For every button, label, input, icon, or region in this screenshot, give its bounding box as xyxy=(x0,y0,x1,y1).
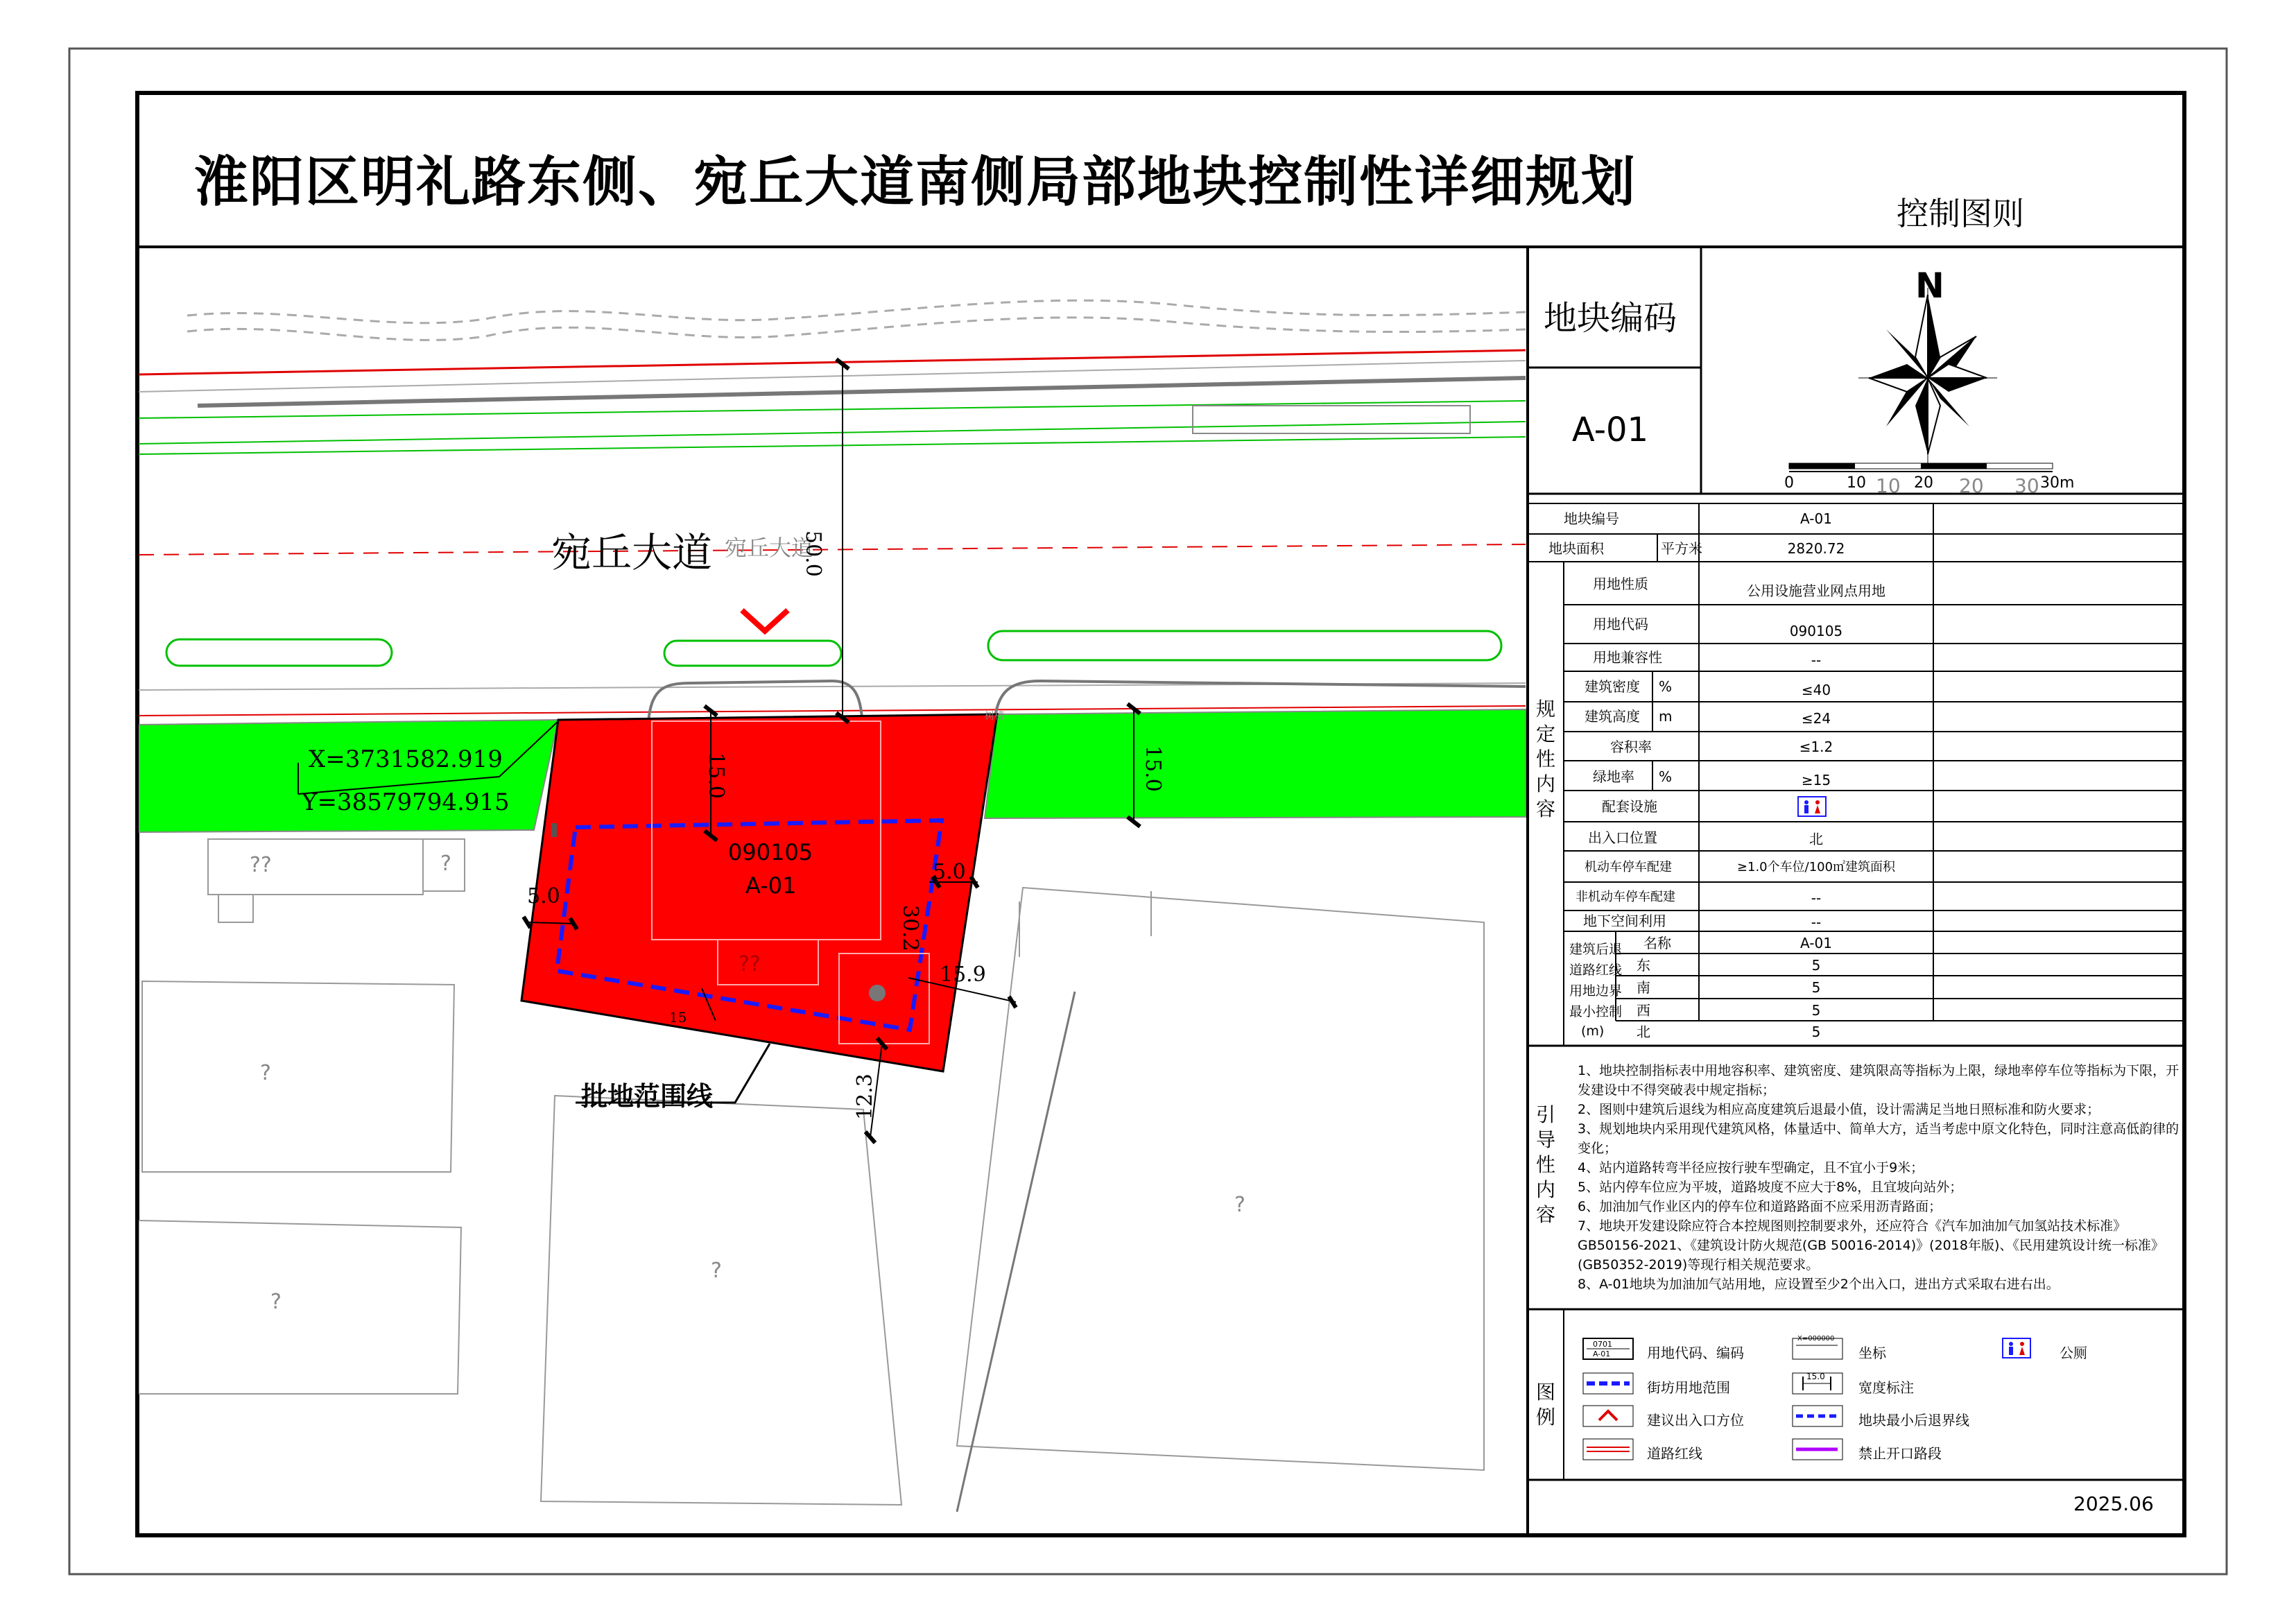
setback-label-line: (m) xyxy=(1581,1024,1605,1039)
scale-tick-20b: 20 xyxy=(1959,474,1984,497)
parcel-code-heading: 地块编码 xyxy=(1543,299,1677,338)
toilet-icon xyxy=(1798,797,1826,816)
guidance-section-label: 引 导 性 内 容 xyxy=(1535,1103,1555,1226)
setback-value: 5 xyxy=(1811,1024,1821,1040)
table-row-value: A-01 xyxy=(1800,510,1832,527)
page-title: 淮阳区明礼路东侧、宛丘大道南侧局部地块控制性详细规划 xyxy=(194,151,1637,214)
small-road-label: 树槽 xyxy=(985,711,1004,722)
dim-50: 50.0 xyxy=(801,530,825,577)
table-row-unit: m xyxy=(1659,708,1673,725)
dim-15-9: 15.9 xyxy=(940,963,986,987)
green-belt-east xyxy=(985,709,1526,818)
scale-bar xyxy=(1789,463,2053,472)
guidance-note: 3、规划地块内采用现代建筑风格，体量适中、简单大方，适当考虑中原文化特色，同时注意高低韵律的变化； xyxy=(1578,1121,2180,1156)
scale-tick-10b: 10 xyxy=(1876,474,1901,497)
table-row-label: 容积率 xyxy=(1610,739,1652,755)
table-row-label: 非机动车停车配建 xyxy=(1576,890,1675,904)
table-row-label: 绿地率 xyxy=(1593,768,1634,785)
guidance-note: 4、站内道路转弯半径应按行驶车型确定，且不宜小于9米； xyxy=(1578,1160,1924,1175)
setback-value: 5 xyxy=(1811,979,1821,996)
table-row-value: 2820.72 xyxy=(1787,540,1845,557)
setback-dir: 南 xyxy=(1637,979,1650,996)
dim-5-east: 5.0 xyxy=(933,860,966,884)
legend-landcode-top: 0701 xyxy=(1593,1340,1612,1349)
table-row-value: ≥1.0个车位/100㎡建筑面积 xyxy=(1736,860,1896,874)
table-row-label: 建筑高度 xyxy=(1585,708,1640,725)
unknown-building-7: ? xyxy=(1234,1193,1245,1217)
table-row-label: 地块编号 xyxy=(1564,510,1619,527)
page-subtitle: 控制图则 xyxy=(1897,195,2024,232)
table-row-value: 北 xyxy=(1809,831,1823,847)
setback-label-line: 道路红线 xyxy=(1569,963,1623,978)
table-row-label: 用地兼容性 xyxy=(1593,649,1662,666)
parcel-id: A-01 xyxy=(745,872,797,899)
dim-30: 30.2 xyxy=(898,905,922,951)
legend-item-no-opening: 禁止开口路段 xyxy=(1858,1445,1942,1462)
table-row-label: 用地代码 xyxy=(1593,616,1648,632)
table-row-label: 用地性质 xyxy=(1593,576,1648,592)
guidance-notes xyxy=(1578,1061,2188,1294)
legend-item-toilet: 公厕 xyxy=(2060,1345,2087,1361)
table-row-unit: % xyxy=(1659,768,1673,785)
regulatory-section-label: 规 定 性 内 容 xyxy=(1535,698,1555,820)
guidance-note: 5、站内停车位应为平坡，道路坡度不应大于8%，且宜坡向站外； xyxy=(1578,1180,1963,1195)
setback-dir: 西 xyxy=(1637,1002,1650,1019)
setback-label-line: 用地边界 xyxy=(1569,983,1623,999)
legend-item-width-dimension: 宽度标注 xyxy=(1858,1379,1914,1396)
coord-y: Y=38579794.915 xyxy=(302,788,510,816)
entrance-arrow-icon xyxy=(742,610,788,631)
road-redline-north xyxy=(139,350,1526,374)
boundary-label: 批地范围线 xyxy=(581,1081,714,1112)
unknown-building-1: ?? xyxy=(250,853,272,877)
setback-label-line: 最小控制 xyxy=(1569,1004,1623,1019)
road-name-small: 宛丘大道 xyxy=(725,535,814,561)
dim-5-west: 5.0 xyxy=(527,884,560,908)
legend-item-entrance: 建议出入口方位 xyxy=(1647,1412,1744,1429)
unknown-building-5: ? xyxy=(270,1290,282,1314)
setback-dir: 东 xyxy=(1637,957,1650,974)
legend-landcode-bottom: A-01 xyxy=(1593,1349,1611,1358)
unknown-building-2: ? xyxy=(440,852,451,876)
table-row-label: 机动车停车配建 xyxy=(1585,860,1672,874)
scale-tick-10: 10 xyxy=(1847,474,1866,492)
unknown-building-3: ?? xyxy=(739,952,761,976)
table-row-label: 地块面积 xyxy=(1548,540,1604,557)
dim-15-left: 15.0 xyxy=(704,752,728,799)
table-row-value: -- xyxy=(1811,890,1822,906)
setback-value: 5 xyxy=(1811,1002,1821,1019)
table-row-value: ≥15 xyxy=(1801,772,1831,788)
parcel-code-value: A-01 xyxy=(1571,411,1649,449)
setback-dir: 名称 xyxy=(1643,935,1671,951)
coord-x: X=3731582.919 xyxy=(309,745,503,773)
table-row-value: -- xyxy=(1811,914,1822,931)
scale-tick-0: 0 xyxy=(1784,474,1794,492)
north-arrow-icon xyxy=(1858,288,1997,468)
dim-12-3: 12.3 xyxy=(853,1073,877,1120)
legend-item-road-redline: 道路红线 xyxy=(1647,1445,1702,1462)
legend-section-label: 图 例 xyxy=(1535,1381,1555,1429)
legend-coord-text: X=000000 xyxy=(1797,1335,1835,1343)
guidance-note: 6、加油加气作业区内的停车位和道路路面不应采用沥青路面； xyxy=(1578,1199,1942,1214)
parcel-landcode: 090105 xyxy=(728,839,813,865)
setback-label-line: 建筑后退 xyxy=(1569,942,1623,957)
north-label: N xyxy=(1915,266,1944,306)
table-row-label: 地下空间利用 xyxy=(1583,913,1666,929)
setback-dir: 北 xyxy=(1637,1024,1650,1040)
table-row-value: ≤40 xyxy=(1801,682,1831,698)
table-row-unit: % xyxy=(1659,678,1673,695)
table-row-label: 配套设施 xyxy=(1602,798,1657,815)
table-row-value: ≤1.2 xyxy=(1799,739,1833,755)
setback-value: A-01 xyxy=(1800,935,1832,951)
legend-item-block-boundary: 街坊用地范围 xyxy=(1647,1379,1730,1396)
road-name: 宛丘大道 xyxy=(551,529,713,576)
table-row-label: 出入口位置 xyxy=(1588,829,1657,846)
dim-15-small: 15 xyxy=(669,1009,687,1026)
guidance-note: 1、地块控制指标表中用地容积率、建筑密度、建筑限高等指标为上限，绿地率停车位等指标为下限，开发建设中不得突破表中规定指标； xyxy=(1578,1063,2180,1098)
setback-value: 5 xyxy=(1811,957,1821,974)
scale-tick-30m: 30m xyxy=(2040,474,2075,492)
table-row-value: 090105 xyxy=(1789,623,1843,639)
legend-width-text: 15.0 xyxy=(1806,1372,1825,1381)
unknown-building-6: ? xyxy=(711,1259,722,1283)
guidance-note: 2、图则中建筑后退线为相应高度建筑后退最小值，设计需满足当地日照标准和防火要求； xyxy=(1578,1102,2100,1117)
table-row-value: -- xyxy=(1811,652,1822,668)
table-row-value: 公用设施营业网点用地 xyxy=(1747,583,1885,599)
table-row-unit: 平方米 xyxy=(1661,540,1702,557)
guidance-note: 8、A-01地块为加油加气站用地，应设置至少2个出入口，进出方式采取右进右出。 xyxy=(1578,1277,2060,1292)
plan-date: 2025.06 xyxy=(2073,1492,2154,1515)
map-area xyxy=(139,300,1526,1512)
unknown-building-4: ? xyxy=(260,1061,271,1085)
guidance-note: 7、地块开发建设除应符合本控规图则控制要求外，还应符合《汽车加油加气加氢站技术标准》GB50156-2021、《建筑设计防火规范(GB 50016-2014)》(2018年版)、《民用建筑设计统一标准》(GB50352-2019)等现行相关规范要求。 xyxy=(1578,1218,2164,1272)
scale-tick-20: 20 xyxy=(1914,474,1933,492)
legend-item-coordinate: 坐标 xyxy=(1858,1345,1886,1361)
legend-item-setback-line: 地块最小后退界线 xyxy=(1858,1412,1969,1429)
table-row-value: ≤24 xyxy=(1801,710,1831,727)
legend-item-landcode: 用地代码、编码 xyxy=(1647,1345,1744,1361)
scale-tick-30: 30 xyxy=(2014,474,2039,497)
dim-15-right: 15.0 xyxy=(1141,745,1165,792)
table-row-label: 建筑密度 xyxy=(1585,678,1640,695)
